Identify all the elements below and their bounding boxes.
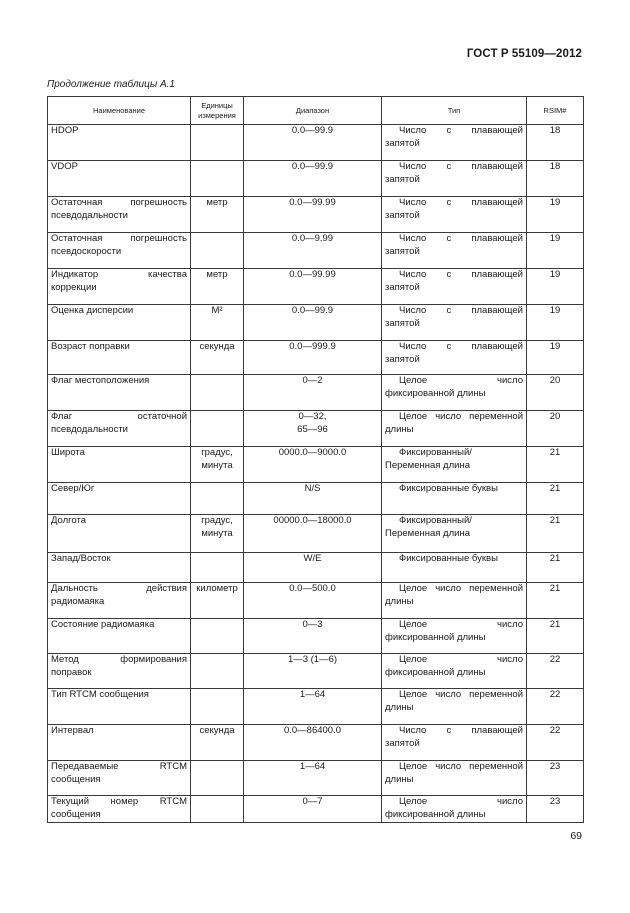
spec-table bbox=[47, 96, 584, 823]
row-rsim-cell: 21 bbox=[527, 447, 584, 483]
table-row bbox=[48, 796, 584, 823]
row-range-cell: 0.0—99.99 bbox=[244, 269, 382, 305]
table-row bbox=[48, 619, 584, 654]
row-unit-cell bbox=[191, 761, 244, 796]
col-header-unit: Единицы измерения bbox=[191, 97, 244, 125]
table-row bbox=[48, 761, 584, 796]
table-row bbox=[48, 411, 584, 447]
row-rsim-cell: 19 bbox=[527, 269, 584, 305]
table-row bbox=[48, 375, 584, 411]
row-name-cell: Возраст поправки bbox=[48, 341, 191, 375]
row-name-cell: Запад/Восток bbox=[48, 553, 191, 583]
row-unit-cell: метр bbox=[191, 269, 244, 305]
row-range-cell: 0—32, 65—96 bbox=[244, 411, 382, 447]
row-unit-cell bbox=[191, 654, 244, 689]
row-rsim-cell: 21 bbox=[527, 515, 584, 553]
row-rsim-cell: 19 bbox=[527, 233, 584, 269]
row-type-cell: Число с плавающей запятой bbox=[382, 269, 527, 305]
row-rsim-cell: 18 bbox=[527, 125, 584, 161]
row-name-cell: Флаг остаточной псевдодальности bbox=[48, 411, 191, 447]
table-row bbox=[48, 447, 584, 483]
row-rsim-cell: 23 bbox=[527, 761, 584, 796]
col-header-rsim: RSIM# bbox=[527, 97, 584, 125]
row-unit-cell bbox=[191, 619, 244, 654]
row-unit-cell: градус, минута bbox=[191, 447, 244, 483]
row-range-cell: 0—2 bbox=[244, 375, 382, 411]
row-name-cell: Тип RTCM сообщения bbox=[48, 689, 191, 725]
row-name-cell: Флаг местоположения bbox=[48, 375, 191, 411]
row-unit-cell: секунда bbox=[191, 341, 244, 375]
row-type-cell: Число с плавающей запятой bbox=[382, 233, 527, 269]
table-row bbox=[48, 689, 584, 725]
col-header-type: Тип bbox=[382, 97, 527, 125]
row-range-cell: 0.0—99.99 bbox=[244, 197, 382, 233]
table-row bbox=[48, 553, 584, 583]
row-type-cell: Число с плавающей запятой bbox=[382, 305, 527, 341]
row-range-cell: 0.0—86400.0 bbox=[244, 725, 382, 761]
row-name-cell: Оценка дисперсии bbox=[48, 305, 191, 341]
row-type-cell: Фиксированные буквы bbox=[382, 483, 527, 515]
row-name-cell: Состояние радиомаяка bbox=[48, 619, 191, 654]
row-rsim-cell: 21 bbox=[527, 483, 584, 515]
row-unit-cell bbox=[191, 375, 244, 411]
row-type-cell: Число с плавающей запятой bbox=[382, 197, 527, 233]
row-name-cell: VDOP bbox=[48, 161, 191, 197]
row-unit-cell bbox=[191, 125, 244, 161]
row-type-cell: Число с плавающей запятой bbox=[382, 341, 527, 375]
table-row bbox=[48, 725, 584, 761]
row-range-cell: 0.0—500.0 bbox=[244, 583, 382, 619]
row-name-cell: Дальность действия радиомаяка bbox=[48, 583, 191, 619]
row-range-cell: 0.0—9.99 bbox=[244, 233, 382, 269]
row-range-cell: 0000.0—9000.0 bbox=[244, 447, 382, 483]
row-type-cell: Число с плавающей запятой bbox=[382, 161, 527, 197]
table-row bbox=[48, 197, 584, 233]
table-row bbox=[48, 233, 584, 269]
row-name-cell: Широта bbox=[48, 447, 191, 483]
row-range-cell: W/E bbox=[244, 553, 382, 583]
document-code: ГОСТ Р 55109—2012 bbox=[466, 48, 582, 60]
row-rsim-cell: 19 bbox=[527, 341, 584, 375]
row-type-cell: Целое число переменной длины bbox=[382, 689, 527, 725]
page-number: 69 bbox=[570, 830, 582, 842]
table-row bbox=[48, 161, 584, 197]
col-header-name: Наименование bbox=[48, 97, 191, 125]
row-range-cell: 0—3 bbox=[244, 619, 382, 654]
row-rsim-cell: 19 bbox=[527, 305, 584, 341]
row-rsim-cell: 22 bbox=[527, 689, 584, 725]
row-type-cell: Целое число переменной длины bbox=[382, 411, 527, 447]
table-row bbox=[48, 269, 584, 305]
row-rsim-cell: 21 bbox=[527, 553, 584, 583]
row-name-cell: Остаточная погрешность псевдоскорости bbox=[48, 233, 191, 269]
table-row bbox=[48, 583, 584, 619]
row-name-cell: Индикатор качества коррекции bbox=[48, 269, 191, 305]
table-header-row bbox=[48, 97, 584, 125]
row-unit-cell: метр bbox=[191, 197, 244, 233]
row-unit-cell bbox=[191, 689, 244, 725]
row-rsim-cell: 18 bbox=[527, 161, 584, 197]
row-range-cell: 0.0—99.9 bbox=[244, 161, 382, 197]
row-type-cell: Число с плавающей запятой bbox=[382, 125, 527, 161]
row-unit-cell bbox=[191, 796, 244, 823]
row-unit-cell: M² bbox=[191, 305, 244, 341]
row-unit-cell bbox=[191, 411, 244, 447]
row-type-cell: Число с плавающей запятой bbox=[382, 725, 527, 761]
row-name-cell: Долгота bbox=[48, 515, 191, 553]
table-row bbox=[48, 305, 584, 341]
row-type-cell: Фиксированные буквы bbox=[382, 553, 527, 583]
row-type-cell: Целое число фиксированной длины bbox=[382, 619, 527, 654]
row-type-cell: Фиксированный/Переменная длина bbox=[382, 515, 527, 553]
row-type-cell: Фиксированный/Переменная длина bbox=[382, 447, 527, 483]
row-type-cell: Целое число фиксированной длины bbox=[382, 375, 527, 411]
row-type-cell: Целое число переменной длины bbox=[382, 583, 527, 619]
table-row bbox=[48, 483, 584, 515]
row-rsim-cell: 21 bbox=[527, 583, 584, 619]
table-row bbox=[48, 341, 584, 375]
row-unit-cell bbox=[191, 483, 244, 515]
row-range-cell: 0.0—99.9 bbox=[244, 125, 382, 161]
table-caption: Продолжение таблицы А.1 bbox=[47, 79, 175, 90]
row-range-cell: N/S bbox=[244, 483, 382, 515]
row-unit-cell bbox=[191, 553, 244, 583]
col-header-range: Диапазон bbox=[244, 97, 382, 125]
row-rsim-cell: 22 bbox=[527, 725, 584, 761]
row-name-cell: Север/Юг bbox=[48, 483, 191, 515]
row-unit-cell: километр bbox=[191, 583, 244, 619]
row-unit-cell: секунда bbox=[191, 725, 244, 761]
row-type-cell: Целое число переменной длины bbox=[382, 761, 527, 796]
row-name-cell: Интервал bbox=[48, 725, 191, 761]
row-rsim-cell: 21 bbox=[527, 619, 584, 654]
row-rsim-cell: 23 bbox=[527, 796, 584, 823]
row-range-cell: 0.0—999.9 bbox=[244, 341, 382, 375]
table-row bbox=[48, 515, 584, 553]
row-unit-cell bbox=[191, 161, 244, 197]
row-name-cell: Передаваемые RTCM сообщения bbox=[48, 761, 191, 796]
row-rsim-cell: 19 bbox=[527, 197, 584, 233]
row-range-cell: 00000.0—18000.0 bbox=[244, 515, 382, 553]
table-row bbox=[48, 125, 584, 161]
row-type-cell: Целое число фиксированной длины bbox=[382, 796, 527, 823]
row-rsim-cell: 20 bbox=[527, 411, 584, 447]
row-rsim-cell: 20 bbox=[527, 375, 584, 411]
row-name-cell: Текущий номер RTCM сообщения bbox=[48, 796, 191, 823]
row-type-cell: Целое число фиксированной длины bbox=[382, 654, 527, 689]
row-rsim-cell: 22 bbox=[527, 654, 584, 689]
row-range-cell: 0.0—99.9 bbox=[244, 305, 382, 341]
row-range-cell: 1—3 (1—6) bbox=[244, 654, 382, 689]
row-range-cell: 1—64 bbox=[244, 689, 382, 725]
row-range-cell: 0—7 bbox=[244, 796, 382, 823]
row-unit-cell bbox=[191, 233, 244, 269]
table-body bbox=[48, 125, 584, 823]
row-name-cell: Метод формирования поправок bbox=[48, 654, 191, 689]
row-range-cell: 1—64 bbox=[244, 761, 382, 796]
row-unit-cell: градус, минута bbox=[191, 515, 244, 553]
row-name-cell: HDOP bbox=[48, 125, 191, 161]
table-row bbox=[48, 654, 584, 689]
row-name-cell: Остаточная погрешность псевдодальности bbox=[48, 197, 191, 233]
